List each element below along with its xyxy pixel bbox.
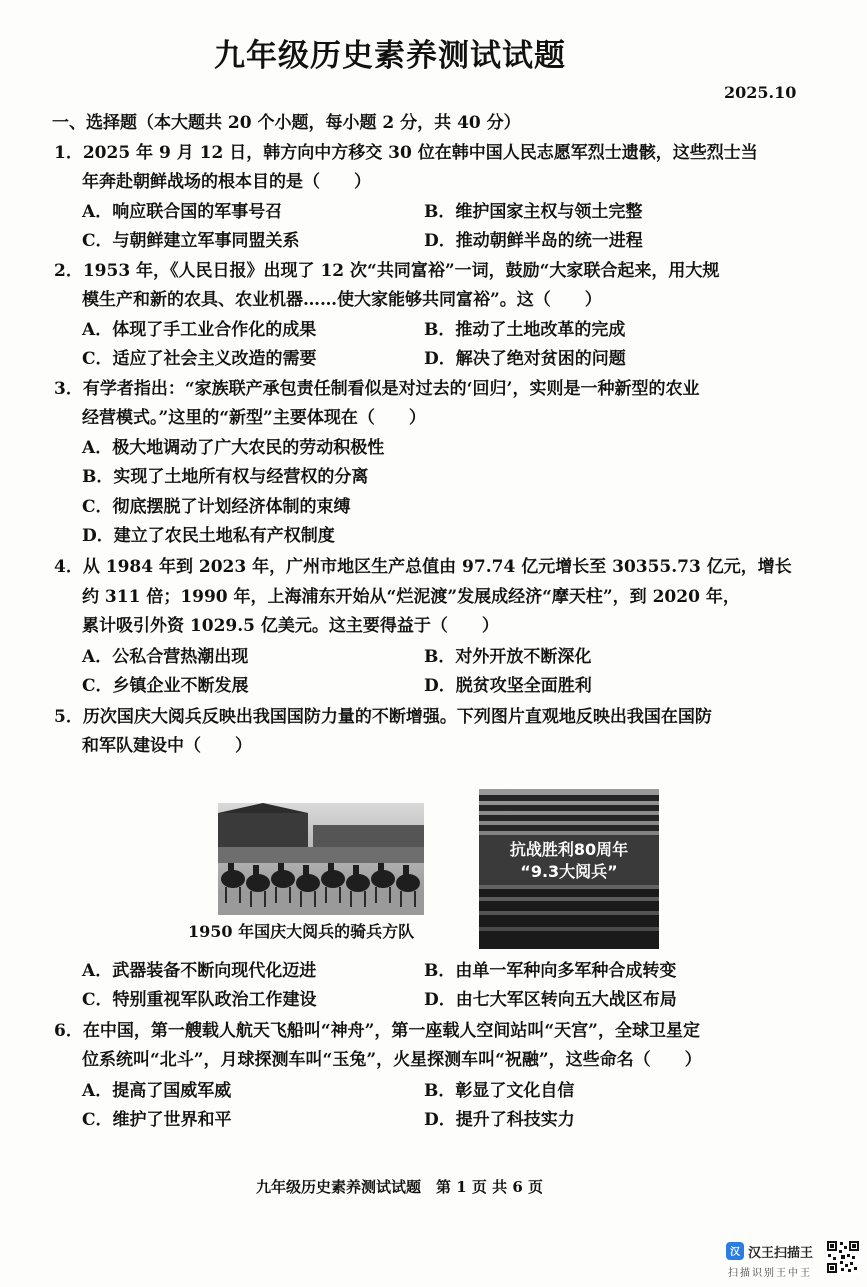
question-3-line-1: 3．有学者指出：“家族联产承包责任制看似是对过去的‘回归’，实则是一种新型的农业	[54, 379, 700, 399]
question-5-option-c: C．特别重视军队政治工作建设	[82, 990, 317, 1010]
question-2-line-2: 模生产和新的农具、农业机器……使大家能够共同富裕”。这（ ）	[82, 290, 602, 310]
question-6-option-c: C．维护了世界和平	[82, 1110, 232, 1130]
scanner-brand-slogan: 扫描识别王中王	[728, 1268, 812, 1279]
question-6-option-b: B．彰显了文化自信	[424, 1081, 575, 1101]
question-4-line-2: 约 311 倍；1990 年，上海浦东开始从“烂泥渡”发展成经济“摩天柱”，到 2020 年，	[82, 587, 740, 607]
exam-date: 2025.10	[724, 83, 797, 102]
question-2-line-1: 2．1953 年，《人民日报》出现了 12 次“共同富裕”一词，鼓励“大家联合起来，用大规	[54, 261, 720, 281]
question-3-option-b: B．实现了土地所有权与经营权的分离	[82, 467, 369, 487]
question-5-option-b: B．由单一军种向多军种合成转变	[424, 961, 677, 981]
question-3-line-2: 经营模式。”这里的“新型”主要体现在（ ）	[82, 408, 426, 428]
question-3-option-d: D．建立了农民土地私有产权制度	[82, 526, 335, 546]
question-2-option-b: B．推动了土地改革的完成	[424, 320, 626, 340]
question-5-line-2: 和军队建设中（ ）	[82, 736, 252, 756]
svg-text:汉: 汉	[730, 1247, 740, 1258]
question-1-line-1: 1．2025 年 9 月 12 日，韩方向中方移交 30 位在韩中国人民志愿军烈士遗骸，这些烈士当	[54, 143, 758, 163]
question-3-option-c: C．彻底摆脱了计划经济体制的束缚	[82, 497, 351, 517]
question-5-option-a: A．武器装备不断向现代化迈进	[82, 961, 317, 981]
question-2-option-d: D．解决了绝对贫困的问题	[424, 349, 626, 369]
question-4-option-d: D．脱贫攻坚全面胜利	[424, 676, 592, 696]
question-4-option-b: B．对外开放不断深化	[424, 647, 592, 667]
parade-photo-overlay-line-1: 抗战胜利80周年	[509, 840, 629, 859]
question-4-option-a: A．公私合营热潮出现	[82, 647, 249, 667]
question-5-line-1: 5．历次国庆大阅兵反映出我国国防力量的不断增强。下列图片直观地反映出我国在国防	[54, 707, 712, 727]
cavalry-parade-photo	[218, 803, 424, 915]
question-2-option-a: A．体现了手工业合作化的成果	[82, 320, 317, 340]
question-1-line-2: 年奔赴朝鲜战场的根本目的是（ ）	[82, 172, 371, 192]
question-6-line-1: 6．在中国，第一艘载人航天飞船叫“神舟”，第一座载人空间站叫“天宫”，全球卫星定	[54, 1021, 700, 1041]
question-3-option-a: A．极大地调动了广大农民的劳动积极性	[82, 438, 385, 458]
page-title: 九年级历史素养测试试题	[214, 38, 566, 74]
question-6-option-a: A．提高了国威军威	[82, 1081, 232, 1101]
question-6-option-d: D．提升了科技实力	[424, 1110, 575, 1130]
question-4-line-3: 累计吸引外资 1029.5 亿美元。这主要得益于（ ）	[82, 616, 499, 636]
qr-code-icon	[826, 1240, 860, 1274]
question-4-line-1: 4．从 1984 年到 2023 年，广州市地区生产总值由 97.74 亿元增长至 30355.73 亿元，增长	[54, 557, 792, 577]
parade-photo-overlay-line-2: “9.3大阅兵”	[520, 862, 618, 881]
section-heading: 一、选择题（本大题共 20 个小题，每小题 2 分，共 40 分）	[52, 113, 521, 133]
question-1-option-a: A．响应联合国的军事号召	[82, 202, 283, 222]
question-6-line-2: 位系统叫“北斗”，月球探测车叫“玉兔”，火星探测车叫“祝融”，这些命名（ ）	[82, 1050, 702, 1070]
question-2-option-c: C．适应了社会主义改造的需要	[82, 349, 317, 369]
question-1-option-c: C．与朝鲜建立军事同盟关系	[82, 231, 300, 251]
scanner-watermark	[726, 1240, 866, 1284]
question-5-option-d: D．由七大军区转向五大战区布局	[424, 990, 677, 1010]
question-1-option-b: B．维护国家主权与领土完整	[424, 202, 643, 222]
cavalry-photo-caption: 1950 年国庆大阅兵的骑兵方队	[188, 922, 415, 941]
scanner-brand-name: 汉王扫描王	[748, 1246, 814, 1261]
page-footer: 九年级历史素养测试试题 第 1 页 共 6 页	[256, 1178, 543, 1196]
question-1-option-d: D．推动朝鲜半岛的统一进程	[424, 231, 643, 251]
scanner-logo-icon	[726, 1242, 744, 1260]
question-4-option-c: C．乡镇企业不断发展	[82, 676, 249, 696]
anniversary-parade-photo	[479, 789, 659, 949]
